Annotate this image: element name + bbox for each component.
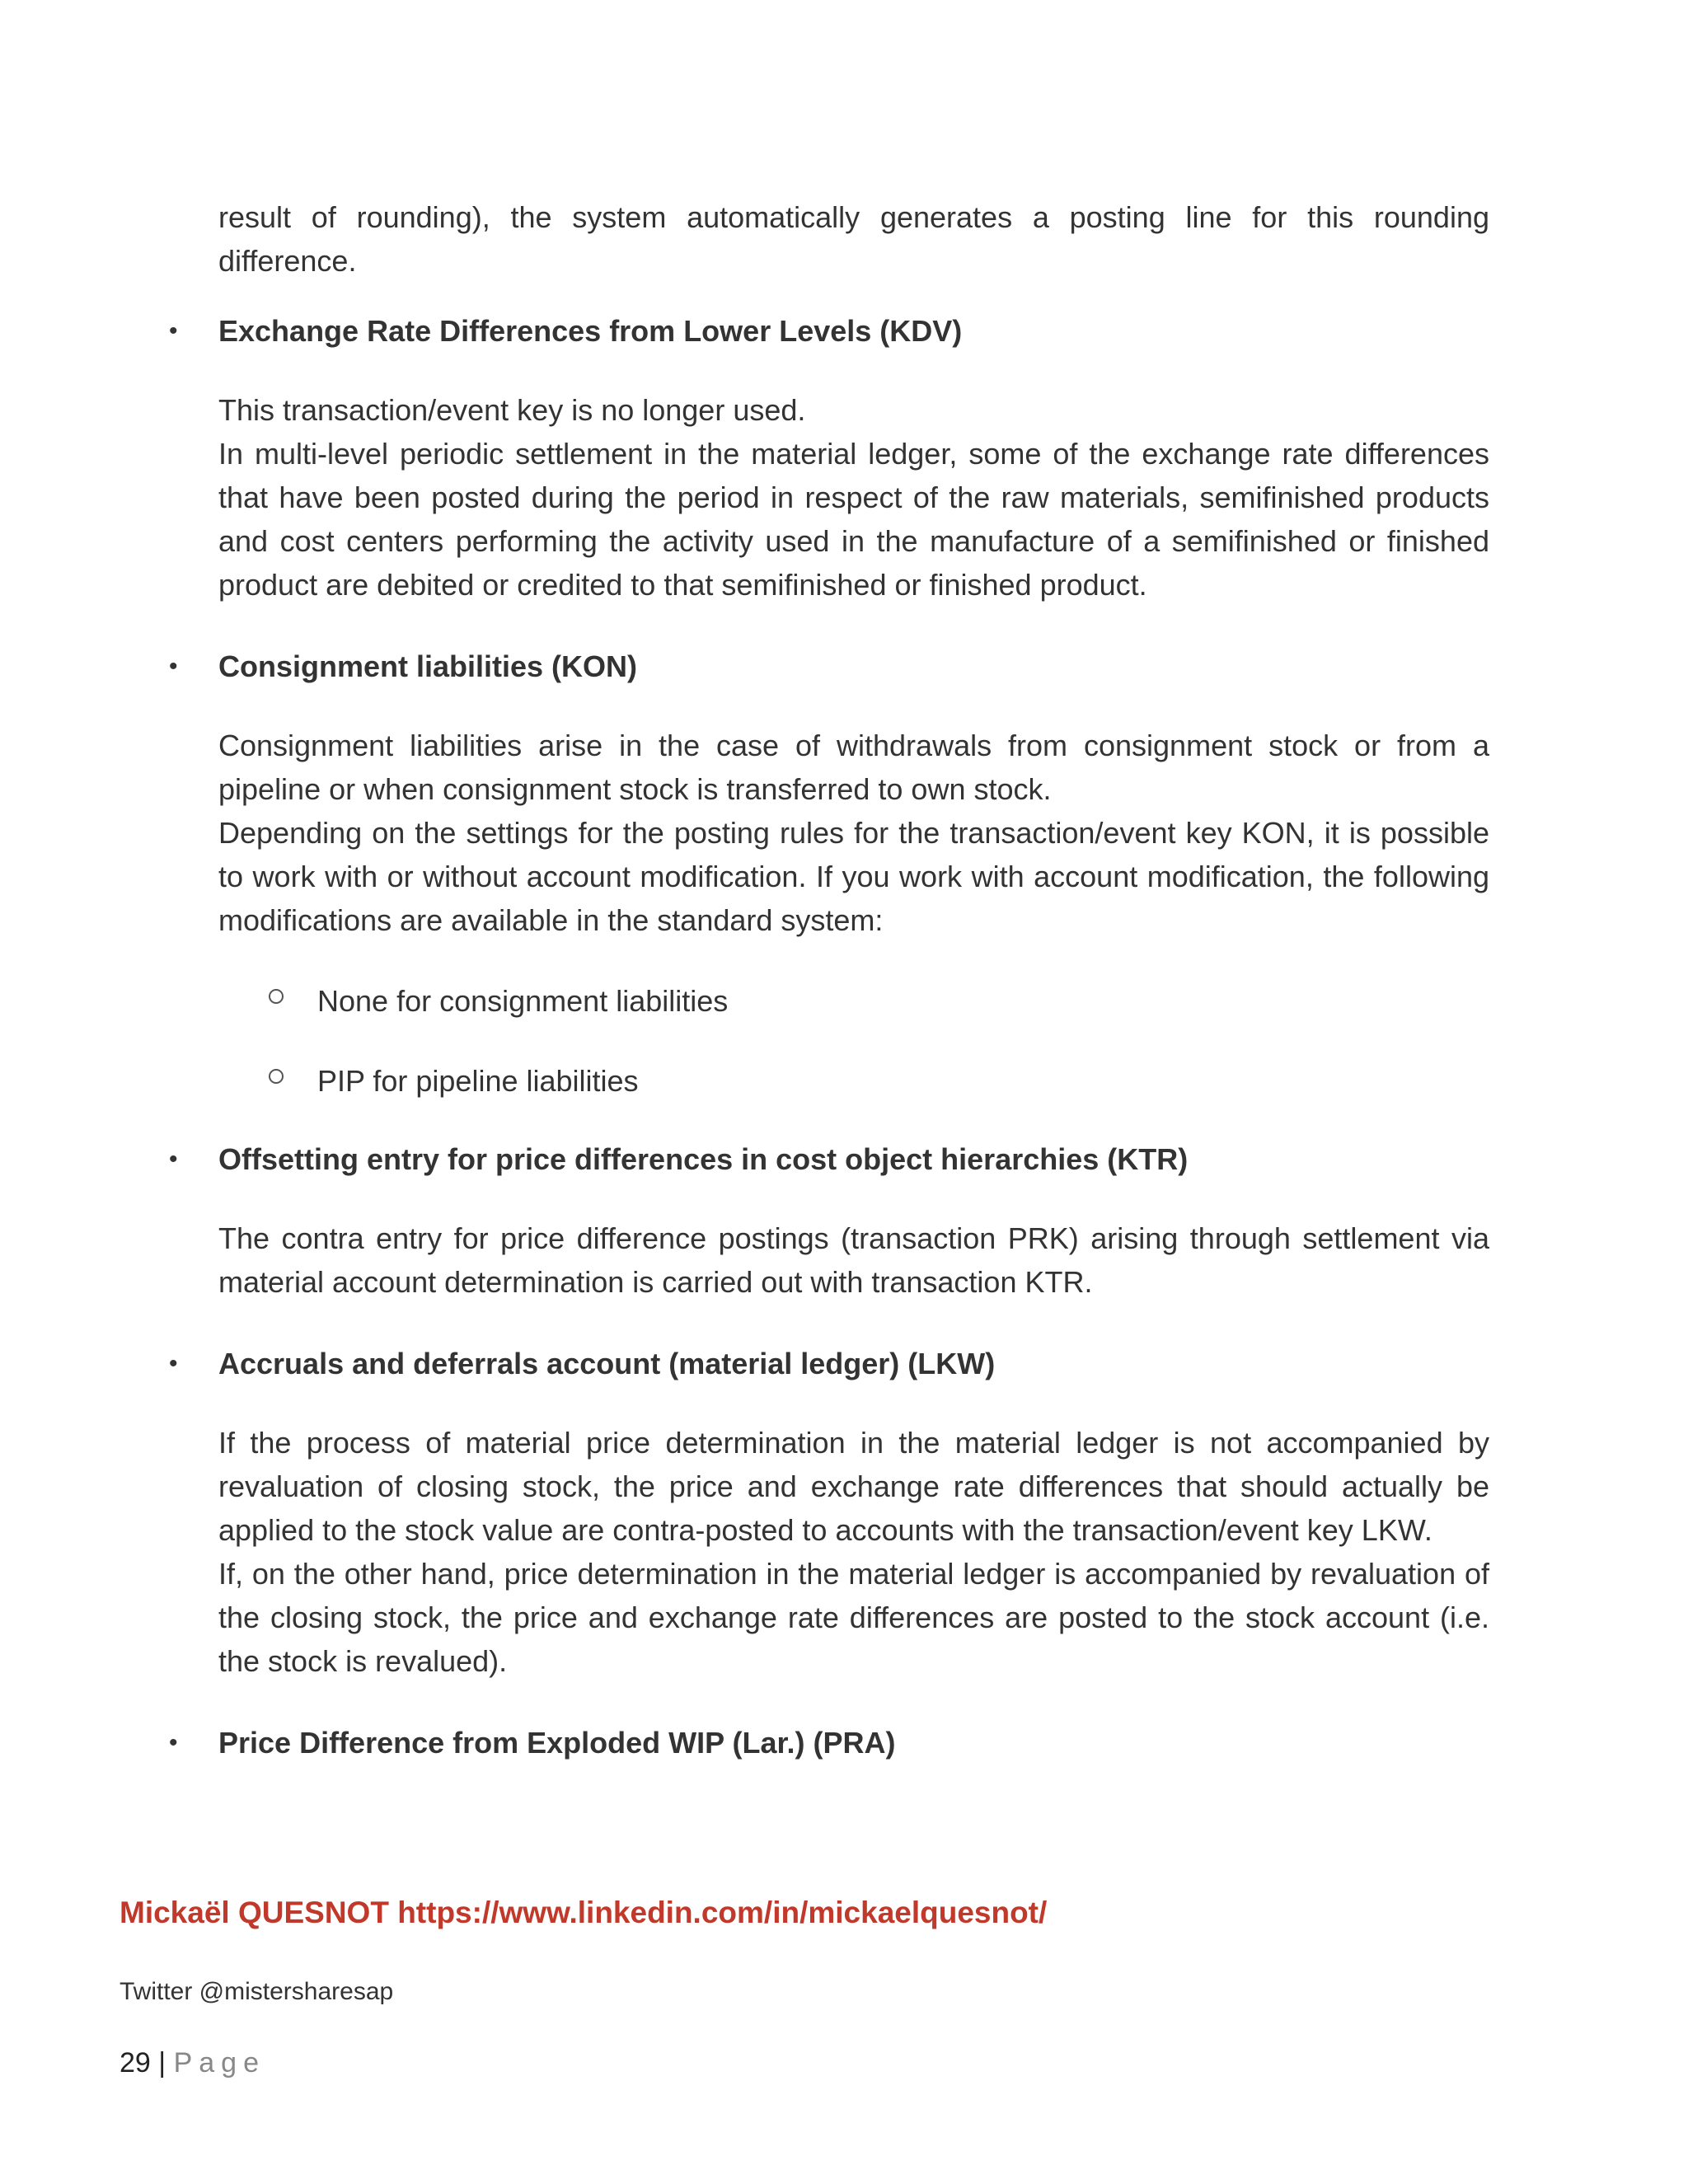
sub-list-item [317,1059,1489,1103]
section-paragraph: This transaction/event key is no longer used. [218,393,806,427]
bullet-icon: • [169,1350,178,1377]
circle-bullet-icon [269,989,284,1004]
section-kdv [169,309,1489,353]
sub-item-text: PIP for pipeline liabilities [317,1064,639,1098]
sub-list-item [317,979,1489,1023]
footer-twitter: Twitter @mistersharesap [120,1978,394,2005]
section-paragraph: If the process of material price determination in the material ledger is not accompanied by revaluation of closing stock, the price and exchange rate differences that should actually be applied to the stock value are contra-posted to accounts with the transaction/event key LKW. [218,1426,1489,1547]
page-number-value: 29 [120,2047,151,2079]
page-content [169,195,1489,1765]
footer-author-link[interactable]: Mickaël QUESNOT https://www.linkedin.com/in/mickaelquesnot/ [120,1896,1048,1929]
bullet-icon: • [169,1729,178,1756]
page-separator: | [158,2047,166,2079]
bullet-icon: • [169,317,178,344]
bullet-icon: • [169,1146,178,1173]
section-heading: Accruals and deferrals account (material ledger) (LKW) [218,1347,996,1380]
page-number [120,2047,265,2079]
section-ktr [169,1137,1489,1181]
section-lkw [169,1342,1489,1385]
section-paragraph: The contra entry for price difference postings (transaction PRK) arising through settlement via material account determination is carried out with transaction KTR. [218,1221,1489,1299]
section-heading: Price Difference from Exploded WIP (Lar.) (PRA) [218,1726,896,1760]
bullet-icon: • [169,653,178,680]
section-heading: Exchange Rate Differences from Lower Levels (KDV) [218,314,963,348]
section-kon [169,644,1489,688]
section-heading: Offsetting entry for price differences in cost object hierarchies (KTR) [218,1142,1189,1176]
section-paragraph: Consignment liabilities arise in the case of withdrawals from consignment stock or from a pipeline or when consignment stock is transferred to own stock. [218,729,1489,806]
circle-bullet-icon [269,1069,284,1084]
section-pra [169,1721,1489,1765]
section-paragraph: If, on the other hand, price determination in the material ledger is accompanied by revaluation of the closing stock, the price and exchange rate differences are posted to the stock account (i.e. the stock is revalued). [218,1557,1489,1678]
section-heading: Consignment liabilities (KON) [218,649,638,683]
page-word: Page [173,2047,265,2079]
section-paragraph: Depending on the settings for the posting rules for the transaction/event key KON, it is possible to work with or without account modification. If you work with account modification, the following modifications are available in the standard system: [218,816,1489,937]
section-paragraph: In multi-level periodic settlement in the material ledger, some of the exchange rate differences that have been posted during the period in respect of the raw materials, semifinished products and cost centers performing the activity used in the manufacture of a semifinished or finished product are debited or credited to that semifinished or finished product. [218,437,1489,602]
sub-item-text: None for consignment liabilities [317,984,729,1018]
intro-paragraph: result of rounding), the system automatically generates a posting line for this rounding difference. [218,200,1489,278]
